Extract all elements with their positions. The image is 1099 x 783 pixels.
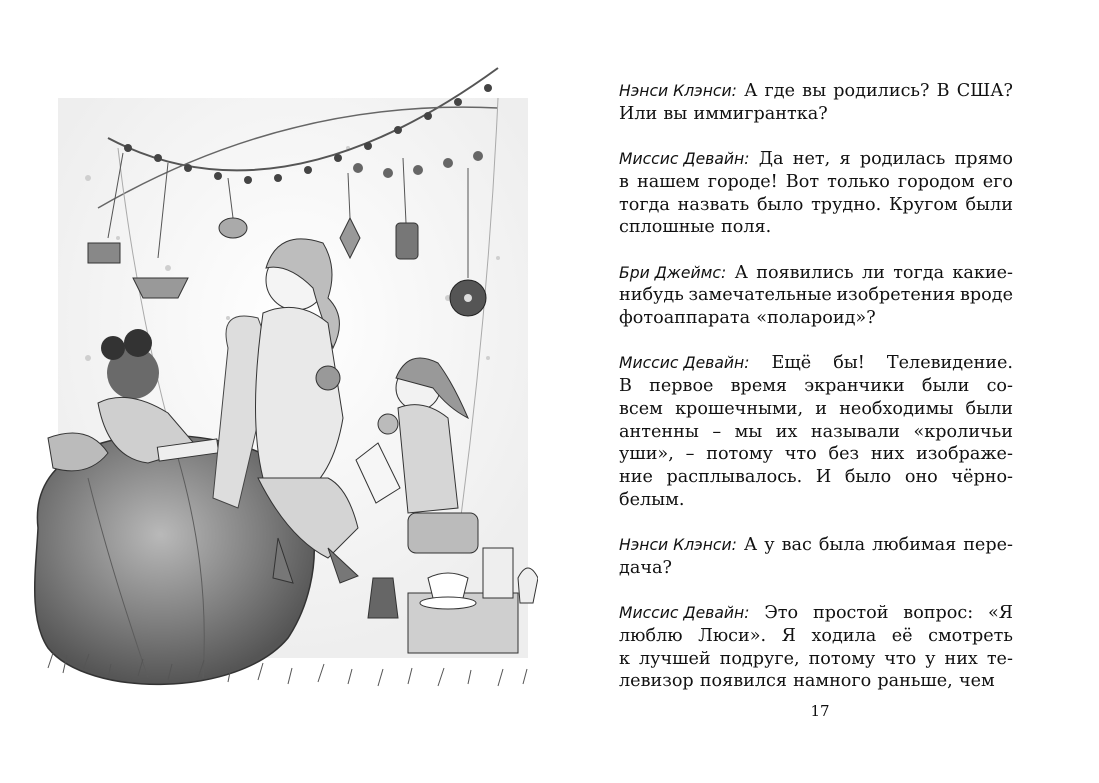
text-line (619, 171, 1013, 194)
word: любимая (872, 535, 957, 555)
word: трудно. (811, 194, 882, 215)
word: лучшей (638, 648, 711, 669)
word: у (925, 648, 936, 669)
word: со- (986, 376, 1013, 397)
word: Я (781, 625, 796, 646)
word: левизор (619, 671, 694, 692)
word: ние (619, 466, 653, 487)
word: «Я (988, 603, 1013, 624)
word: были (965, 194, 1013, 215)
word: уши», (619, 444, 674, 465)
word: были (921, 376, 970, 397)
word: Люси». (698, 625, 767, 646)
word: назвать (677, 194, 750, 215)
word: потому (808, 648, 876, 669)
word: вопрос: (903, 603, 974, 624)
text-line (619, 80, 1013, 103)
word: А (744, 81, 758, 101)
word: время (730, 376, 788, 397)
word: городе! (707, 171, 778, 192)
word: была (818, 535, 866, 555)
word: ходила (811, 625, 877, 646)
text-line (619, 148, 1013, 171)
word: вроде (959, 285, 1013, 306)
text-line (619, 557, 1013, 580)
word: оно (904, 466, 938, 487)
illustration-drawing (28, 58, 538, 718)
word: без (828, 444, 860, 465)
word: В (936, 81, 950, 101)
word: те- (986, 648, 1013, 669)
speaker-name: Миссис Девайн: (619, 150, 750, 169)
word: иммигрантка? (693, 103, 828, 124)
word: простой (812, 603, 889, 624)
word: какие- (952, 262, 1013, 283)
word: прямо (954, 149, 1013, 170)
text-line (619, 648, 1013, 671)
word: «полароид»? (756, 308, 876, 328)
word: родилась (859, 149, 946, 170)
speaker-name: Нэнси Клэнси: (619, 82, 737, 100)
word: изобретения (836, 285, 956, 306)
text-line (619, 421, 1013, 444)
text-line (619, 443, 1013, 466)
word: в (619, 171, 629, 192)
word: А (743, 535, 758, 555)
word: смотреть (928, 625, 1013, 646)
word: США? (956, 81, 1013, 101)
word: Ещё (771, 353, 812, 374)
word: крошечными, (675, 398, 804, 419)
word: сплошные (619, 217, 715, 238)
word: его (982, 171, 1013, 192)
word: необходимы (839, 398, 954, 419)
word: чем (958, 671, 995, 692)
dialogue-text (619, 80, 1013, 716)
word: ли (861, 262, 885, 283)
word: мы (734, 421, 763, 442)
word: И (815, 466, 832, 487)
word: В (619, 376, 632, 397)
word: изображе- (916, 444, 1013, 465)
word: замечательные (688, 285, 832, 306)
word: были (965, 398, 1013, 419)
word: вас (781, 535, 812, 555)
text-line (619, 284, 1013, 307)
word: нашем (636, 171, 700, 192)
word: вы (802, 81, 827, 101)
word: появились (756, 262, 854, 283)
word: городом (897, 171, 975, 192)
word: белым. (619, 489, 685, 510)
word: – (712, 421, 722, 442)
word: что (784, 444, 817, 465)
word: что (884, 648, 917, 669)
word: поля. (721, 217, 772, 238)
text-line (619, 216, 1013, 239)
word: Это (764, 603, 799, 624)
word: антенны (619, 421, 699, 442)
word: экранчики (804, 376, 905, 397)
word: Или (619, 103, 658, 124)
text-line (619, 670, 1013, 693)
text-line (619, 534, 1013, 557)
page-number: 17 (810, 702, 830, 720)
dialogue-paragraph (619, 148, 1013, 239)
word: чёрно- (951, 466, 1013, 487)
word: и (815, 398, 827, 419)
dialogue-paragraph (619, 80, 1013, 125)
text-line (619, 262, 1013, 285)
text-line (619, 352, 1013, 375)
word: дача? (619, 557, 672, 578)
word: фотоаппарата (619, 308, 751, 328)
dialogue-paragraph (619, 262, 1013, 330)
text-line (619, 602, 1013, 625)
speaker-name: Нэнси Клэнси: (619, 536, 737, 554)
word: к (619, 648, 630, 669)
word: – (685, 444, 695, 465)
dialogue-paragraph (619, 534, 1013, 579)
word: её (891, 625, 913, 646)
word: намного (793, 671, 872, 692)
word: только (827, 171, 890, 192)
word: них (870, 444, 905, 465)
word: расплывалось. (666, 466, 803, 487)
word: пере- (963, 535, 1013, 555)
word: родились? (833, 81, 930, 101)
text-line (619, 375, 1013, 398)
word: нет, (792, 149, 831, 170)
word: первое (649, 376, 714, 397)
word: Кругом (888, 194, 958, 215)
word: появился (699, 671, 788, 692)
word: тогда (619, 194, 670, 215)
text-line (619, 307, 1013, 330)
text-line (619, 625, 1013, 648)
word: всем (619, 398, 663, 419)
speaker-name: Бри Джеймс: (619, 263, 727, 282)
word: бы! (833, 353, 865, 374)
word: А (734, 262, 748, 283)
word: «кроличьи (913, 421, 1013, 442)
word: было (756, 194, 804, 215)
word: подруге, (719, 648, 800, 669)
word: нибудь (619, 285, 684, 306)
word: потому (706, 444, 773, 465)
dialogue-paragraph (619, 352, 1013, 511)
word: Да (758, 149, 784, 170)
illustration (28, 58, 538, 718)
word: Телевидение. (886, 353, 1013, 374)
text-line (619, 489, 1013, 512)
text-line (619, 398, 1013, 421)
text-line (619, 194, 1013, 217)
word: вы (663, 103, 688, 124)
word: у (764, 535, 775, 555)
word: где (764, 81, 796, 101)
dialogue-paragraph (619, 602, 1013, 693)
speaker-name: Миссис Девайн: (619, 604, 750, 623)
text-line (619, 103, 1013, 126)
word: Вот (785, 171, 820, 192)
word: было (844, 466, 892, 487)
speaker-name: Миссис Девайн: (619, 354, 750, 373)
word: раньше, (877, 671, 953, 692)
word: их (775, 421, 798, 442)
word: я (839, 149, 851, 170)
text-line (619, 466, 1013, 489)
word: люблю (619, 625, 683, 646)
word: называли (810, 421, 901, 442)
word: тогда (893, 262, 945, 283)
word: них (944, 648, 978, 669)
